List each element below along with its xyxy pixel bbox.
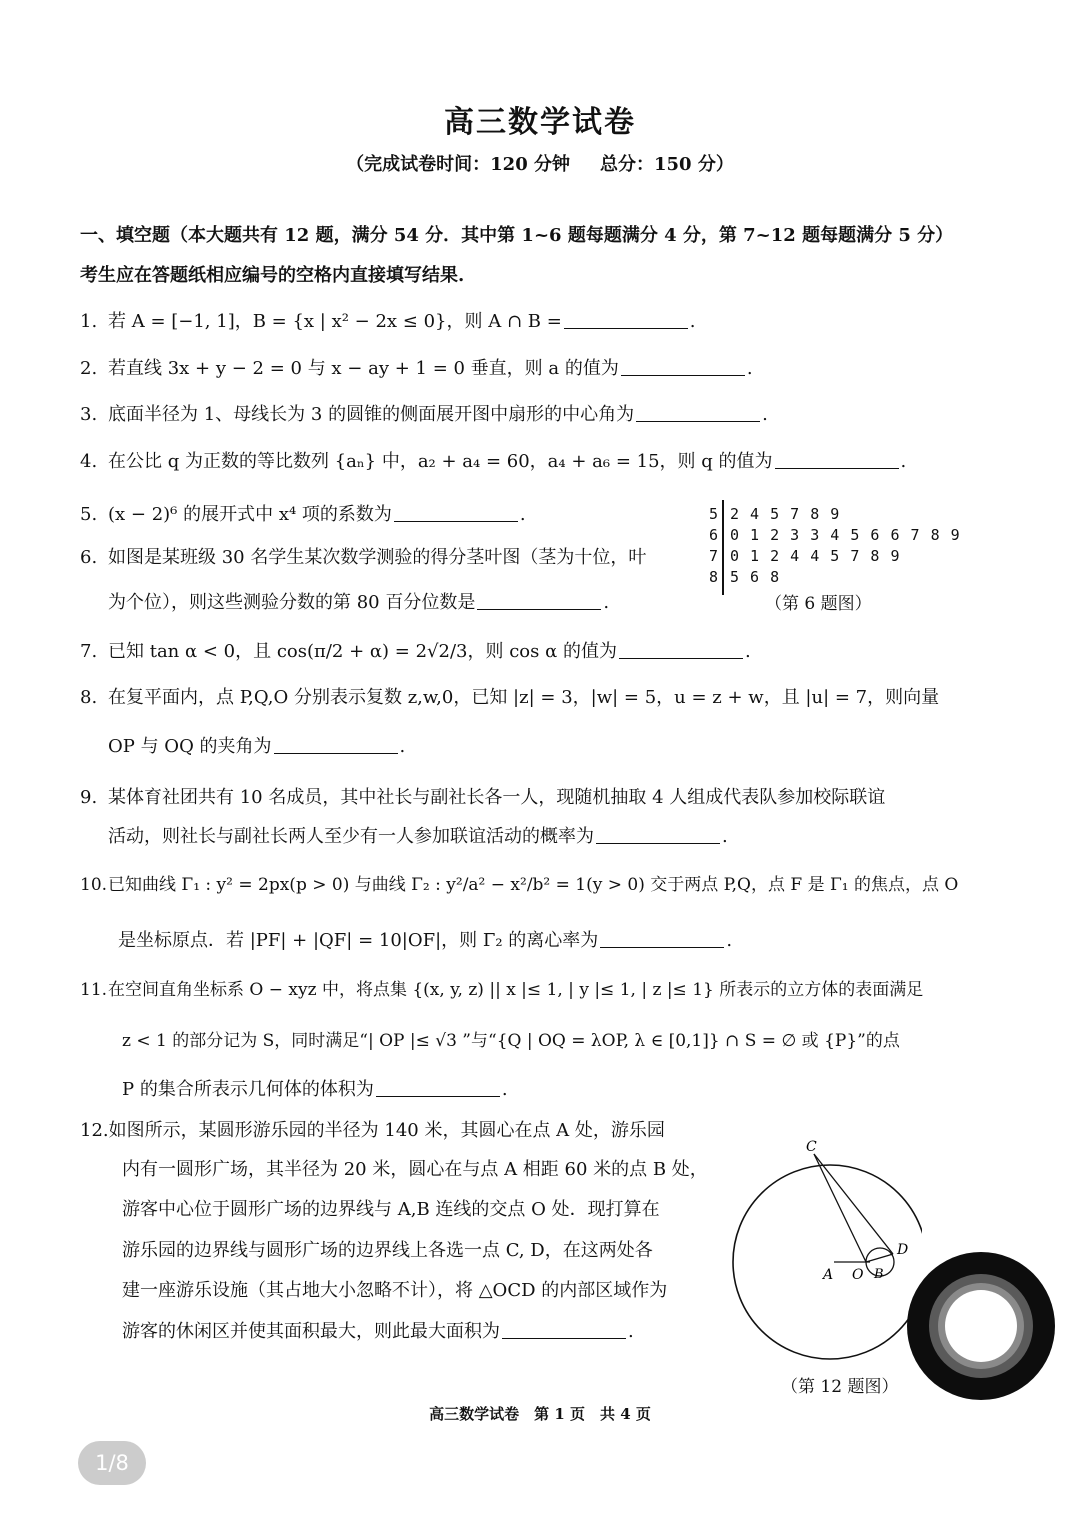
segment-oc bbox=[814, 1154, 866, 1262]
label-b: B bbox=[874, 1267, 884, 1282]
subtitle-score: 总分：150 分） bbox=[600, 154, 734, 175]
question-12-line3: 游客中心位于圆形广场的边界线与 A,B 连线的交点 O 处．现打算在 bbox=[122, 1199, 660, 1220]
answer-blank[interactable] bbox=[274, 735, 398, 754]
question-number: 10. bbox=[80, 875, 108, 895]
question-8-continued: OP 与 OQ 的夹角为 . bbox=[108, 736, 406, 757]
question-number: 2. bbox=[80, 358, 98, 379]
question-12-line4: 游乐园的边界线与圆形广场的边界线上各选一点 C, D，在这两处各 bbox=[122, 1240, 653, 1261]
question-text: 底面半径为 1、母线长为 3 的圆锥的侧面展开图中扇形的中心角为 bbox=[108, 404, 635, 425]
question-9 bbox=[80, 786, 885, 810]
question-text: 在公比 q 为正数的等比数列 {aₙ} 中，a₂ + a₄ = 60，a₄ + a₆ = 15，则 q 的值为 bbox=[108, 451, 773, 472]
answer-blank[interactable] bbox=[477, 591, 601, 610]
question-number: 11. bbox=[80, 980, 108, 1000]
question-11-continued: z < 1 的部分记为 S，同时满足“| OP |≤ √3 ”与“{Q | OQ = λOP, λ ∈ [0,1]} ∩ S = ∅ 或 {P}”的点 bbox=[122, 1031, 900, 1051]
question-number: 7. bbox=[80, 641, 98, 662]
question-6 bbox=[80, 546, 646, 570]
subtitle-time: （完成试卷时间：120 分钟 bbox=[346, 154, 570, 175]
question-text: 若直线 3x + y − 2 = 0 与 x − ay + 1 = 0 垂直，则 a 的值为 bbox=[108, 358, 619, 379]
section-header bbox=[80, 216, 980, 296]
answer-blank[interactable] bbox=[619, 640, 743, 659]
question-3: 3. 底面半径为 1、母线长为 3 的圆锥的侧面展开图中扇形的中心角为 . bbox=[80, 404, 768, 425]
page-footer: 高三数学试卷 第 1 页 共 4 页 bbox=[429, 1405, 651, 1423]
question-text: 在复平面内，点 P,Q,O 分别表示复数 z,w,0，已知 |z| = 3，|w| = 5，u = z + w，且 |u| = 7，则向量 bbox=[108, 687, 940, 708]
question-12-line2: 内有一圆形广场，其半径为 20 米，圆心在与点 A 相距 60 米的点 B 处， bbox=[122, 1159, 708, 1180]
answer-blank[interactable] bbox=[376, 1078, 500, 1097]
question-text: 某体育社团共有 10 名成员，其中社长与副社长各一人，现随机抽取 4 人组成代表队参加校际联谊 bbox=[108, 787, 886, 808]
segment-cd bbox=[814, 1154, 893, 1254]
figure-12-diagram bbox=[722, 1138, 922, 1363]
question-text: 已知曲线 Γ₁ : y² = 2px(p > 0) 与曲线 Γ₂ : y²/a² − x²/b² = 1(y > 0) 交于两点 P,Q，点 F 是 Γ₁ 的焦点，点 O bbox=[108, 875, 959, 895]
page-title: 高三数学试卷 bbox=[444, 105, 636, 140]
question-text: 若 A = [−1, 1]，B = {x | x² − 2x ≤ 0}，则 A ∩ B = bbox=[108, 311, 562, 332]
question-8 bbox=[80, 686, 939, 710]
label-d: D bbox=[897, 1242, 909, 1258]
segment-od bbox=[866, 1254, 893, 1262]
label-a: A bbox=[823, 1267, 834, 1283]
stem-row: 6 0 1 2 3 3 4 5 6 6 7 8 9 bbox=[708, 526, 961, 544]
question-10-continued: 是坐标原点．若 |PF| + |QF| = 10|OF|，则 Γ₂ 的离心率为 . bbox=[118, 930, 733, 951]
question-9-continued: 活动，则社长与副社长两人至少有一人参加联谊活动的概率为 . bbox=[108, 826, 728, 847]
ring-center bbox=[945, 1290, 1017, 1362]
section-heading: 一、填空题（本大题共有 12 题，满分 54 分．其中第 1~6 题每题满分 4 分，第 7~12 题每题满分 5 分） bbox=[80, 225, 954, 246]
question-text: (x − 2)⁶ 的展开式中 x⁴ 项的系数为 bbox=[108, 504, 392, 525]
question-7: 7. 已知 tan α < 0，且 cos(π/2 + α) = 2√2/3，则 cos α 的值为 . bbox=[80, 641, 751, 662]
question-number: 6. bbox=[80, 547, 98, 568]
stem-row: 8 5 6 8 bbox=[708, 568, 781, 586]
question-12-line6: 游客的休闲区并使其面积最大，则此最大面积为 . bbox=[122, 1321, 634, 1342]
question-2: 2. 若直线 3x + y − 2 = 0 与 x − ay + 1 = 0 垂直，则 a 的值为 . bbox=[80, 358, 753, 379]
question-text: 如图所示，某圆形游乐园的半径为 140 米，其圆心在点 A 处，游乐园 bbox=[108, 1120, 665, 1141]
stem-row: 7 0 1 2 4 4 5 7 8 9 bbox=[708, 547, 901, 565]
answer-blank[interactable] bbox=[596, 825, 720, 844]
question-12 bbox=[80, 1119, 665, 1143]
question-text: 如图是某班级 30 名学生某次数学测验的得分茎叶图（茎为十位，叶 bbox=[108, 547, 647, 568]
question-text: 已知 tan α < 0，且 cos(π/2 + α) = 2√2/3，则 cos α 的值为 bbox=[108, 641, 617, 662]
answer-blank[interactable] bbox=[564, 310, 688, 329]
question-11-continued-2: P 的集合所表示几何体的体积为 . bbox=[122, 1079, 508, 1100]
exam-subtitle bbox=[0, 150, 1080, 176]
figure-12-caption: （第 12 题图） bbox=[781, 1377, 899, 1397]
question-number: 1. bbox=[80, 311, 98, 332]
stem-row: 5 2 4 5 7 8 9 bbox=[708, 505, 841, 523]
question-number: 5. bbox=[80, 504, 98, 525]
answer-blank[interactable] bbox=[600, 929, 724, 948]
question-text: 在空间直角坐标系 O − xyz 中，将点集 {(x, y, z) || x |≤ 1, | y |≤ 1, | z |≤ 1} 所表示的立方体的表面满足 bbox=[108, 980, 924, 1000]
answer-blank[interactable] bbox=[502, 1320, 626, 1339]
stem-leaf-plot bbox=[705, 504, 961, 588]
question-6-continued: 为个位），则这些测验分数的第 80 百分位数是 . bbox=[108, 592, 610, 613]
question-12-line5: 建一座游乐设施（其占地大小忽略不计），将 △OCD 的内部区域作为 bbox=[122, 1280, 668, 1301]
question-number: 9. bbox=[80, 787, 98, 808]
question-number: 3. bbox=[80, 404, 98, 425]
page-indicator[interactable]: 1/8 bbox=[78, 1441, 146, 1485]
section-instruction: 考生应在答题纸相应编号的空格内直接填写结果. bbox=[80, 265, 465, 286]
answer-blank[interactable] bbox=[394, 503, 518, 522]
question-4: 4. 在公比 q 为正数的等比数列 {aₙ} 中，a₂ + a₄ = 60，a₄ + a₆ = 15，则 q 的值为 . bbox=[80, 451, 907, 472]
question-number: 8. bbox=[80, 687, 98, 708]
question-5: 5. (x − 2)⁶ 的展开式中 x⁴ 项的系数为 . bbox=[80, 504, 526, 525]
label-o: O bbox=[852, 1267, 864, 1283]
question-11 bbox=[80, 978, 923, 1002]
question-1: 1. 若 A = [−1, 1]，B = {x | x² − 2x ≤ 0}，则 A ∩ B = . bbox=[80, 311, 696, 332]
label-c: C bbox=[806, 1139, 817, 1155]
question-10 bbox=[80, 873, 958, 897]
figure-6-caption: （第 6 题图） bbox=[765, 594, 872, 614]
question-number: 12. bbox=[80, 1120, 109, 1141]
answer-blank[interactable] bbox=[636, 403, 760, 422]
question-number: 4. bbox=[80, 451, 98, 472]
answer-blank[interactable] bbox=[621, 357, 745, 376]
floating-ring-button[interactable] bbox=[905, 1250, 1057, 1402]
answer-blank[interactable] bbox=[775, 450, 899, 469]
